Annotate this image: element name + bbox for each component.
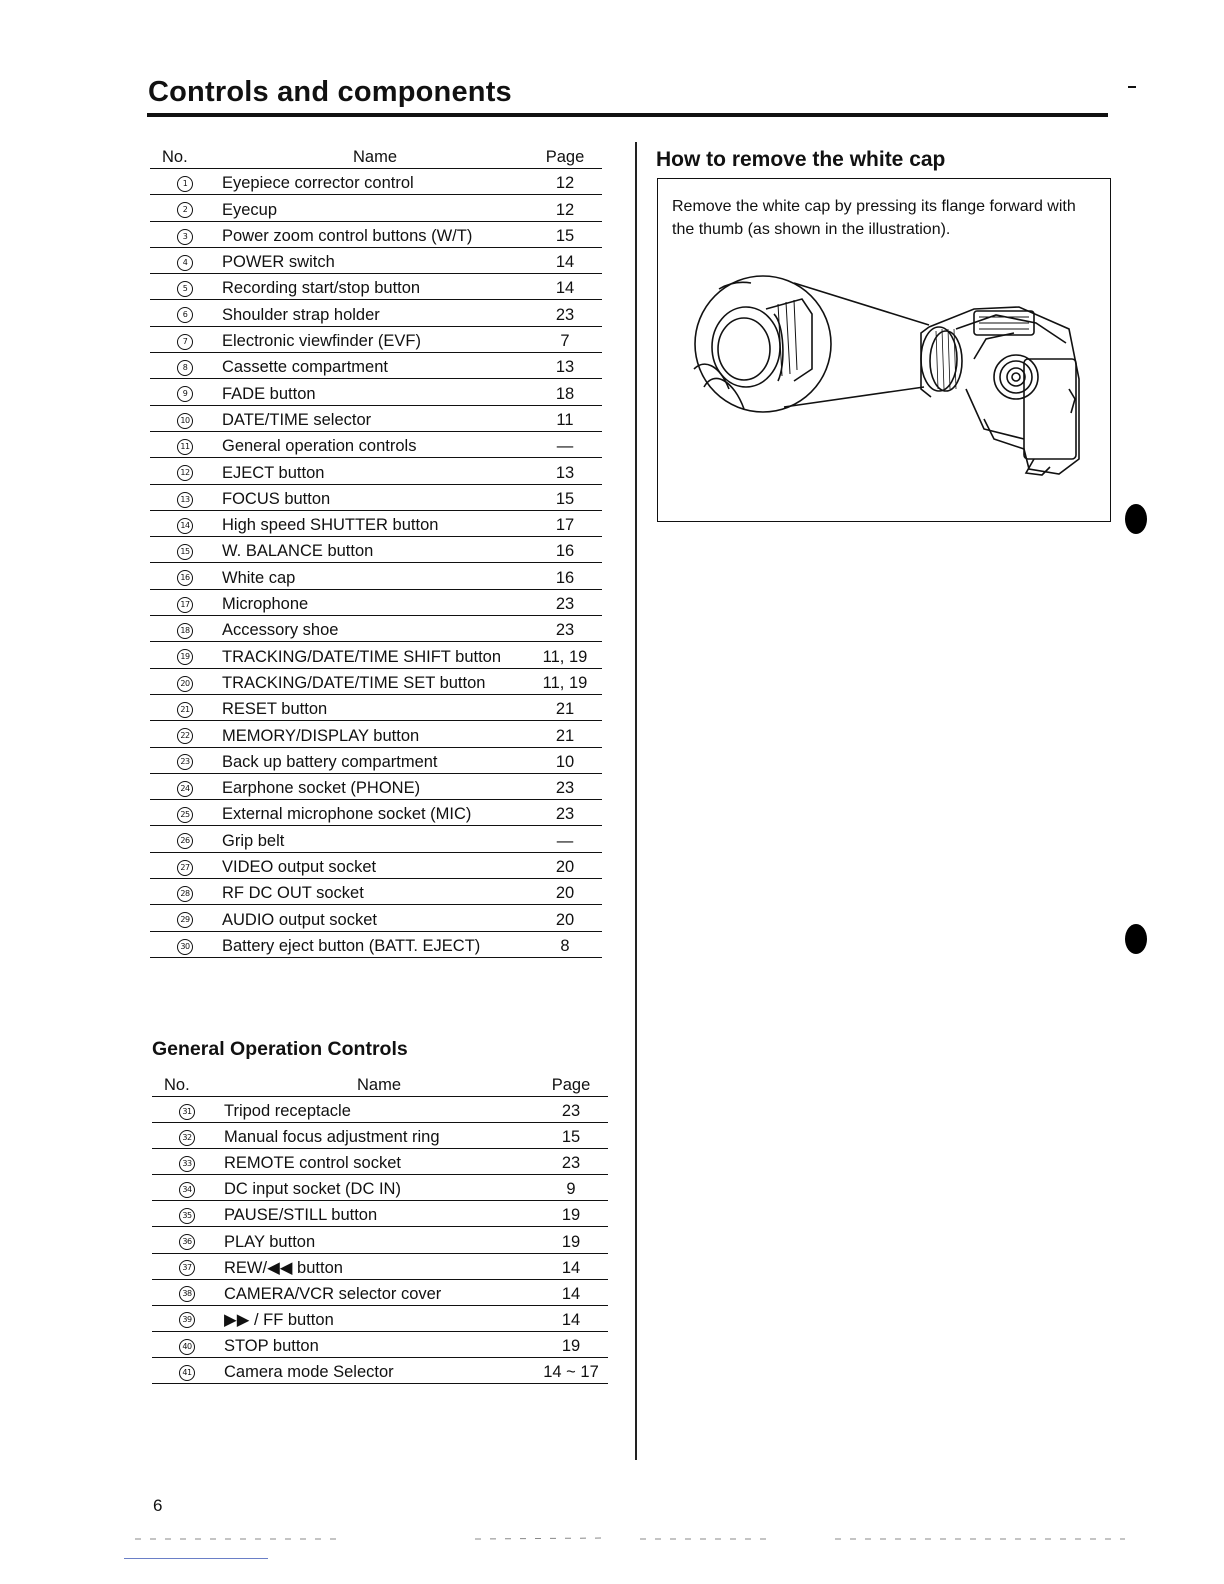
item-number-badge: 1 <box>177 176 193 192</box>
header-name: Name <box>222 1073 534 1097</box>
item-number-cell <box>152 1227 222 1253</box>
table-row <box>152 1175 608 1201</box>
item-number-cell <box>150 326 220 352</box>
item-page: 11 <box>528 405 602 431</box>
item-number-badge: 20 <box>177 676 193 692</box>
table-row <box>152 1149 608 1175</box>
item-number-badge: 12 <box>177 465 193 481</box>
item-name: White cap <box>220 563 528 589</box>
header-no: No. <box>152 1073 222 1097</box>
item-name: VIDEO output socket <box>220 852 528 878</box>
item-number-badge: 26 <box>177 833 193 849</box>
table-row <box>150 458 602 484</box>
item-number-cell <box>150 405 220 431</box>
item-page: 21 <box>528 694 602 720</box>
item-number-cell <box>150 589 220 615</box>
item-number-cell <box>152 1305 222 1331</box>
table-row <box>150 169 602 195</box>
table-row <box>150 879 602 905</box>
item-page: 20 <box>528 879 602 905</box>
item-page: 21 <box>528 721 602 747</box>
item-page: 19 <box>534 1331 608 1357</box>
item-number-badge: 41 <box>179 1365 195 1381</box>
item-page: 12 <box>528 169 602 195</box>
table-row <box>150 247 602 273</box>
item-number-cell <box>152 1175 222 1201</box>
item-number-cell <box>150 458 220 484</box>
item-page: 7 <box>528 326 602 352</box>
item-number-badge: 31 <box>179 1104 195 1120</box>
header-page: Page <box>528 145 602 169</box>
item-number-cell <box>150 274 220 300</box>
item-number-cell <box>150 773 220 799</box>
item-number-cell <box>150 221 220 247</box>
table-row <box>150 563 602 589</box>
item-number-cell <box>150 826 220 852</box>
item-number-cell <box>150 484 220 510</box>
table-row <box>150 431 602 457</box>
table-row <box>150 300 602 326</box>
item-number-badge: 16 <box>177 570 193 586</box>
item-page: 18 <box>528 379 602 405</box>
general-controls-heading: General Operation Controls <box>152 1038 408 1060</box>
table-row <box>150 852 602 878</box>
table-row <box>152 1357 608 1383</box>
item-page: 23 <box>528 773 602 799</box>
item-number-badge: 34 <box>179 1182 195 1198</box>
item-page: 19 <box>534 1201 608 1227</box>
item-name: Shoulder strap holder <box>220 300 528 326</box>
item-number-badge: 28 <box>177 886 193 902</box>
item-number-cell <box>150 247 220 273</box>
table-row <box>152 1123 608 1149</box>
item-page: 10 <box>528 747 602 773</box>
item-number-cell <box>150 379 220 405</box>
table-row <box>152 1279 608 1305</box>
item-page: 19 <box>534 1227 608 1253</box>
item-number-cell <box>150 195 220 221</box>
item-number-cell <box>150 510 220 536</box>
item-name: AUDIO output socket <box>220 905 528 931</box>
item-name: DATE/TIME selector <box>220 405 528 431</box>
item-page: 23 <box>528 300 602 326</box>
item-number-badge: 11 <box>177 439 193 455</box>
item-page: 12 <box>528 195 602 221</box>
item-name: STOP button <box>222 1331 534 1357</box>
item-number-cell <box>150 879 220 905</box>
item-name: Power zoom control buttons (W/T) <box>220 221 528 247</box>
item-name: Camera mode Selector <box>222 1357 534 1383</box>
item-number-badge: 4 <box>177 255 193 271</box>
item-name: RF DC OUT socket <box>220 879 528 905</box>
item-page: 16 <box>528 563 602 589</box>
item-number-cell <box>150 353 220 379</box>
item-name: Earphone socket (PHONE) <box>220 773 528 799</box>
table-row <box>150 905 602 931</box>
item-number-cell <box>150 694 220 720</box>
item-number-badge: 18 <box>177 623 193 639</box>
table-row <box>152 1201 608 1227</box>
table-row <box>150 221 602 247</box>
item-number-cell <box>152 1201 222 1227</box>
item-number-cell <box>150 300 220 326</box>
item-number-badge: 9 <box>177 386 193 402</box>
item-number-cell <box>152 1149 222 1175</box>
item-number-cell <box>150 431 220 457</box>
table-row <box>152 1097 608 1123</box>
item-number-badge: 19 <box>177 649 193 665</box>
item-page: 13 <box>528 353 602 379</box>
item-name: Microphone <box>220 589 528 615</box>
item-number-badge: 21 <box>177 702 193 718</box>
item-number-badge: 37 <box>179 1260 195 1276</box>
item-number-cell <box>152 1123 222 1149</box>
item-number-badge: 30 <box>177 939 193 955</box>
item-number-badge: 36 <box>179 1234 195 1250</box>
item-name: Grip belt <box>220 826 528 852</box>
header-page: Page <box>534 1073 608 1097</box>
item-number-cell <box>152 1357 222 1383</box>
table-row <box>150 405 602 431</box>
item-page: 20 <box>528 905 602 931</box>
table-row <box>150 642 602 668</box>
item-page: 15 <box>528 221 602 247</box>
item-name: REW/◀◀ button <box>222 1253 534 1279</box>
item-number-cell <box>150 852 220 878</box>
item-number-badge: 23 <box>177 754 193 770</box>
table-header-row <box>152 1073 608 1097</box>
item-name: CAMERA/VCR selector cover <box>222 1279 534 1305</box>
item-page: 15 <box>534 1123 608 1149</box>
item-page: 9 <box>534 1175 608 1201</box>
item-number-cell <box>150 563 220 589</box>
item-name: High speed SHUTTER button <box>220 510 528 536</box>
item-number-badge: 6 <box>177 307 193 323</box>
item-page: 14 <box>528 274 602 300</box>
table-row <box>150 589 602 615</box>
item-page: 14 <box>528 247 602 273</box>
item-number-cell <box>150 642 220 668</box>
item-number-cell <box>150 747 220 773</box>
scan-artifact-link-line <box>124 1558 268 1559</box>
item-number-badge: 24 <box>177 781 193 797</box>
item-number-cell <box>152 1097 222 1123</box>
title-rule <box>147 113 1108 117</box>
item-name: PAUSE/STILL button <box>222 1201 534 1227</box>
item-page: 15 <box>528 484 602 510</box>
item-name: TRACKING/DATE/TIME SHIFT button <box>220 642 528 668</box>
item-number-badge: 14 <box>177 518 193 534</box>
margin-bullet <box>1125 924 1147 954</box>
item-number-badge: 7 <box>177 334 193 350</box>
item-page: 23 <box>534 1149 608 1175</box>
item-page: 11, 19 <box>528 642 602 668</box>
table-row <box>150 379 602 405</box>
table-row <box>150 721 602 747</box>
table-header-row <box>150 145 602 169</box>
item-page: 17 <box>528 510 602 536</box>
scan-artifact-line <box>135 1535 1135 1547</box>
item-name: MEMORY/DISPLAY button <box>220 721 528 747</box>
item-page: 20 <box>528 852 602 878</box>
white-cap-box <box>657 178 1111 522</box>
general-controls-table <box>152 1073 608 1384</box>
item-page: — <box>528 826 602 852</box>
table-row <box>150 826 602 852</box>
header-no: No. <box>150 145 220 169</box>
item-page: 23 <box>528 589 602 615</box>
table-row <box>150 931 602 957</box>
item-number-badge: 17 <box>177 597 193 613</box>
item-name: Battery eject button (BATT. EJECT) <box>220 931 528 957</box>
item-page: 14 <box>534 1253 608 1279</box>
item-number-badge: 35 <box>179 1208 195 1224</box>
item-number-cell <box>150 800 220 826</box>
item-number-badge: 10 <box>177 413 193 429</box>
table-row <box>152 1253 608 1279</box>
item-number-badge: 27 <box>177 860 193 876</box>
item-name: W. BALANCE button <box>220 537 528 563</box>
table-row <box>150 195 602 221</box>
item-number-cell <box>150 668 220 694</box>
item-number-cell <box>150 721 220 747</box>
item-number-cell <box>150 169 220 195</box>
item-number-badge: 22 <box>177 728 193 744</box>
item-name: POWER switch <box>220 247 528 273</box>
table-row <box>150 800 602 826</box>
item-number-badge: 15 <box>177 544 193 560</box>
item-name: External microphone socket (MIC) <box>220 800 528 826</box>
page-number: 6 <box>153 1496 163 1515</box>
white-cap-instruction: Remove the white cap by pressing its flange forward with the thumb (as shown in the illustration). <box>672 198 1076 238</box>
item-name: FADE button <box>220 379 528 405</box>
item-page: 16 <box>528 537 602 563</box>
item-name: EJECT button <box>220 458 528 484</box>
item-page: 23 <box>528 616 602 642</box>
item-name: General operation controls <box>220 431 528 457</box>
item-name: ▶▶ / FF button <box>222 1305 534 1331</box>
table-row <box>150 773 602 799</box>
item-number-cell <box>152 1253 222 1279</box>
item-number-badge: 29 <box>177 912 193 928</box>
item-name: Tripod receptacle <box>222 1097 534 1123</box>
table-row <box>152 1227 608 1253</box>
item-page: 14 ~ 17 <box>534 1357 608 1383</box>
item-name: DC input socket (DC IN) <box>222 1175 534 1201</box>
item-number-badge: 32 <box>179 1130 195 1146</box>
item-number-badge: 40 <box>179 1339 195 1355</box>
item-number-badge: 8 <box>177 360 193 376</box>
item-number-cell <box>150 905 220 931</box>
item-name: FOCUS button <box>220 484 528 510</box>
table-row <box>150 484 602 510</box>
header-name: Name <box>220 145 528 169</box>
item-number-badge: 5 <box>177 281 193 297</box>
item-name: PLAY button <box>222 1227 534 1253</box>
item-number-cell <box>150 537 220 563</box>
item-name: Eyecup <box>220 195 528 221</box>
item-number-badge: 38 <box>179 1286 195 1302</box>
item-page: 14 <box>534 1279 608 1305</box>
item-page: 23 <box>528 800 602 826</box>
item-name: TRACKING/DATE/TIME SET button <box>220 668 528 694</box>
column-divider <box>635 142 637 1460</box>
item-name: Manual focus adjustment ring <box>222 1123 534 1149</box>
controls-table <box>150 145 602 958</box>
item-number-cell <box>150 616 220 642</box>
item-name: Cassette compartment <box>220 353 528 379</box>
item-number-badge: 13 <box>177 492 193 508</box>
item-name: Recording start/stop button <box>220 274 528 300</box>
item-page: 8 <box>528 931 602 957</box>
item-page: 23 <box>534 1097 608 1123</box>
margin-bullet <box>1125 504 1147 534</box>
white-cap-heading: How to remove the white cap <box>656 148 946 171</box>
corner-mark <box>1128 86 1136 88</box>
item-page: 14 <box>534 1305 608 1331</box>
table-row <box>150 326 602 352</box>
item-number-badge: 33 <box>179 1156 195 1172</box>
table-row <box>150 510 602 536</box>
item-page: 11, 19 <box>528 668 602 694</box>
item-page: 13 <box>528 458 602 484</box>
item-name: Back up battery compartment <box>220 747 528 773</box>
item-number-badge: 39 <box>179 1312 195 1328</box>
item-number-cell <box>152 1331 222 1357</box>
table-row <box>150 694 602 720</box>
table-row <box>150 537 602 563</box>
item-name: REMOTE control socket <box>222 1149 534 1175</box>
item-number-cell <box>150 931 220 957</box>
item-number-badge: 3 <box>177 229 193 245</box>
camcorder-white-cap-illustration <box>674 269 1094 499</box>
item-page: — <box>528 431 602 457</box>
item-name: RESET button <box>220 694 528 720</box>
table-row <box>152 1305 608 1331</box>
item-number-badge: 2 <box>177 202 193 218</box>
table-row <box>150 747 602 773</box>
table-row <box>152 1331 608 1357</box>
item-name: Accessory shoe <box>220 616 528 642</box>
item-number-badge: 25 <box>177 807 193 823</box>
table-row <box>150 353 602 379</box>
page-title: Controls and components <box>148 76 512 108</box>
item-name: Eyepiece corrector control <box>220 169 528 195</box>
item-name: Electronic viewfinder (EVF) <box>220 326 528 352</box>
table-row <box>150 274 602 300</box>
table-row <box>150 668 602 694</box>
item-number-cell <box>152 1279 222 1305</box>
table-row <box>150 616 602 642</box>
